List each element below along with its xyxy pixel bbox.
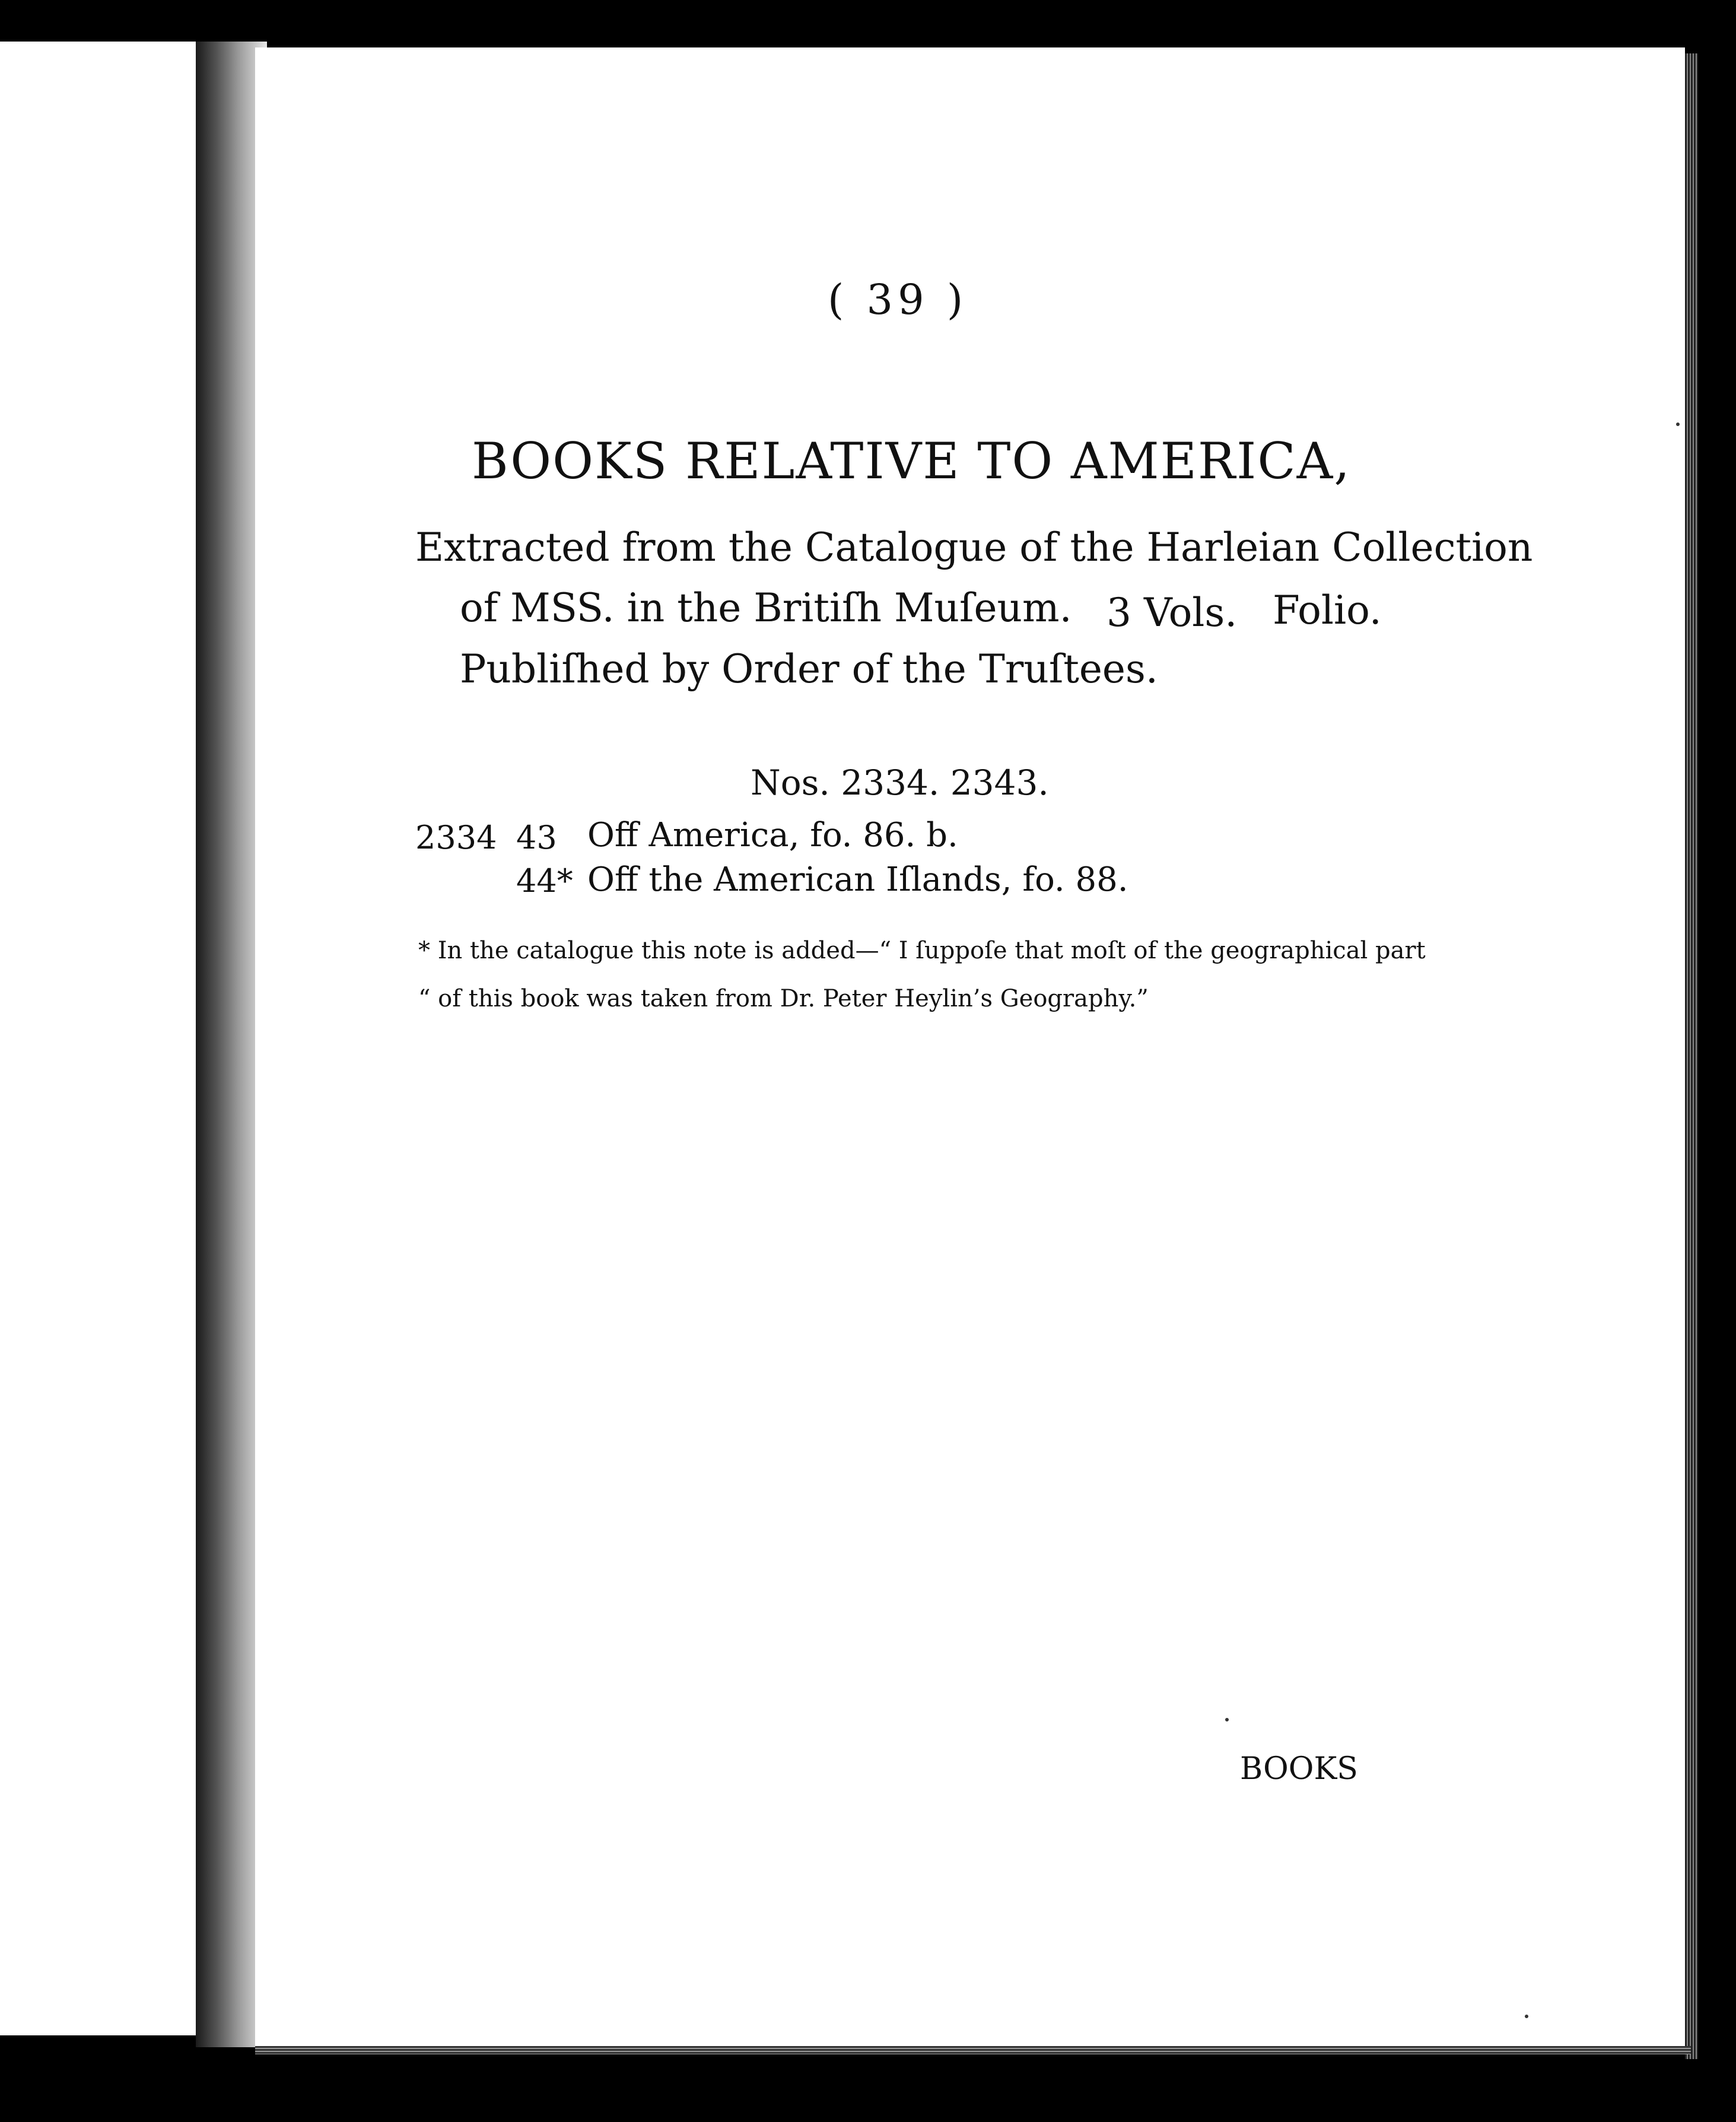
previous-leaf-edge <box>0 42 196 2035</box>
page-speck <box>1525 2015 1528 2018</box>
subtitle-folio: Folio. <box>1273 587 1382 633</box>
footnote-line-2: “ of this book was taken from Dr. Peter Heylin’s Geography.” <box>418 985 1149 1012</box>
entry-text: Off America, fo. 86. b. <box>587 816 958 854</box>
entry-number: 43 <box>516 819 557 856</box>
subtitle-vols: 3 Vols. <box>1107 590 1238 636</box>
footnote-line-1: * In the catalogue this note is added—“ I ſuppoſe that moſt of the geographical part <box>418 937 1426 964</box>
entry-ms-number: 2334 <box>415 819 497 856</box>
subtitle-line-3: Publiſhed by Order of the Truſtees. <box>460 646 1158 692</box>
book-page <box>255 47 1685 2047</box>
page-speck <box>1676 423 1680 426</box>
subtitle-line-1: Extracted from the Catalogue of the Harleian Collection <box>415 525 1533 570</box>
page-speck <box>1225 1718 1229 1721</box>
subtitle-line-2: of MSS. in the Britiſh Muſeum. <box>460 585 1072 631</box>
page-title: BOOKS RELATIVE TO AMERICA, <box>472 432 1351 490</box>
catchword: BOOKS <box>1240 1751 1358 1787</box>
entry-text: Off the American Iſlands, fo. 88. <box>587 860 1128 899</box>
page-stack-edge <box>1685 53 1698 2059</box>
entry-number: 44* <box>516 862 573 900</box>
nos-heading: Nos. 2334. 2343. <box>751 763 1049 803</box>
page-stack-bottom <box>255 2046 1691 2054</box>
page-number: ( 39 ) <box>828 275 968 324</box>
